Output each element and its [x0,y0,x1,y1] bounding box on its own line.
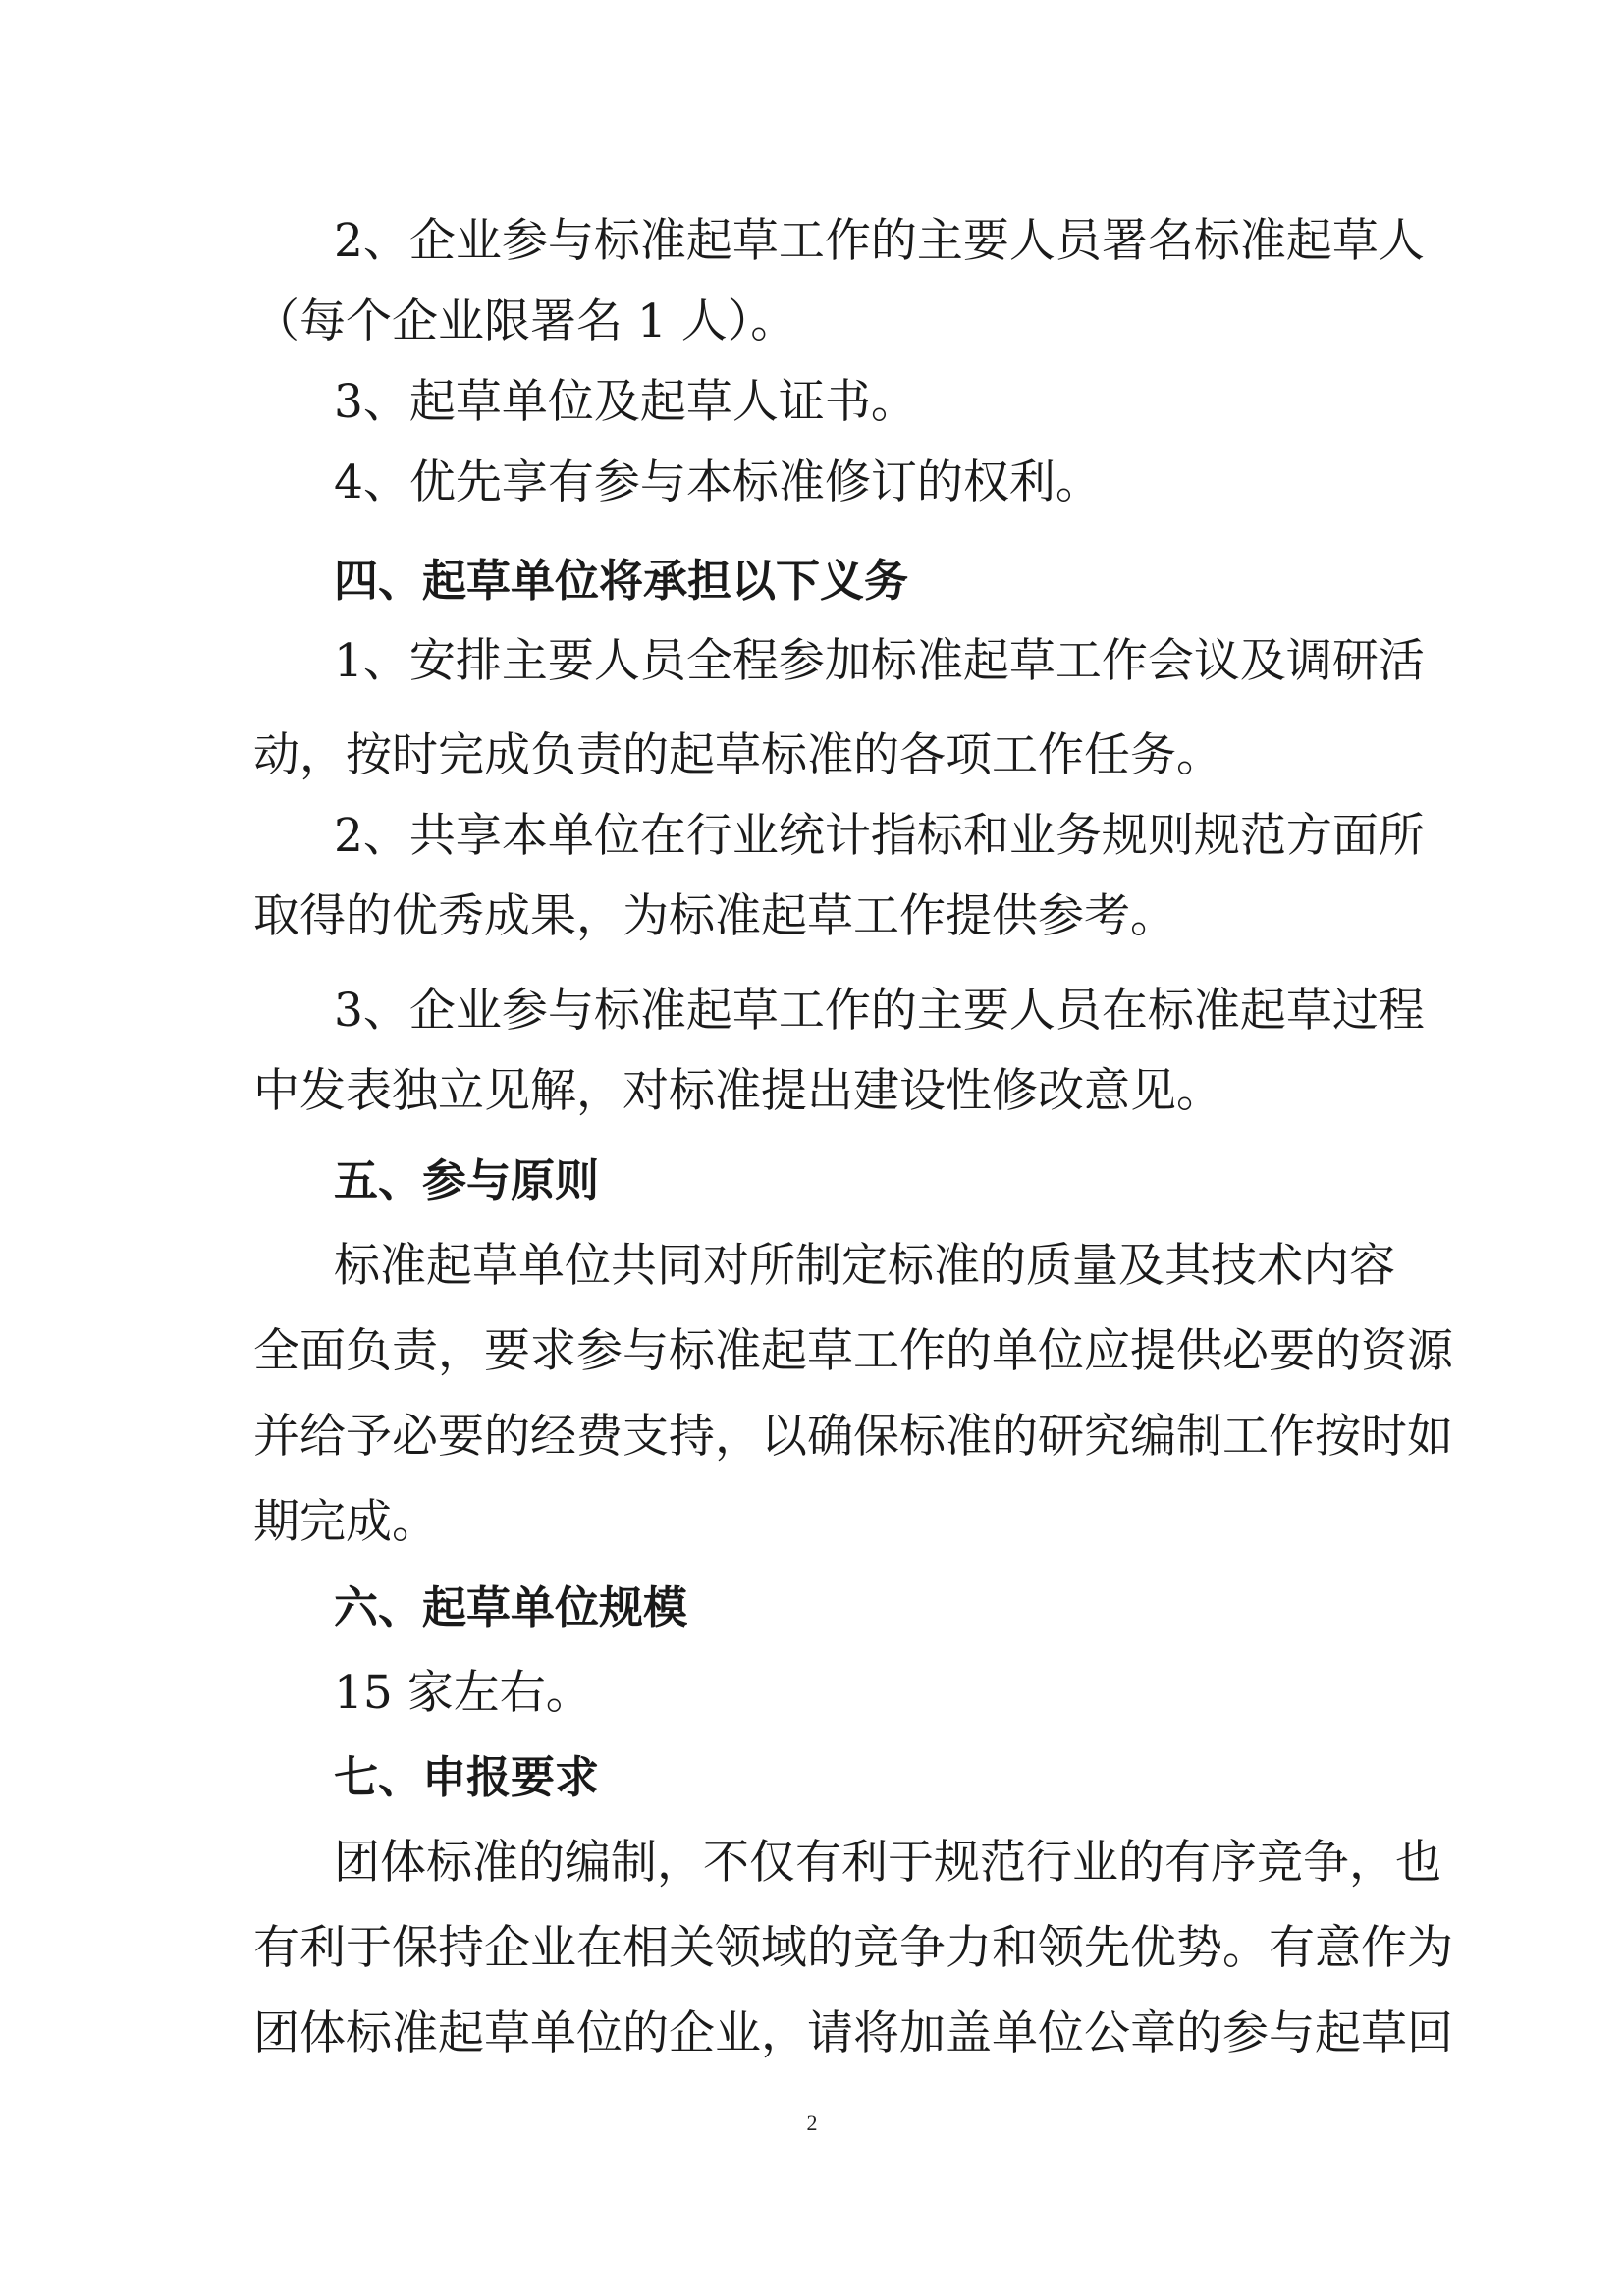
body-line: 并给予必要的经费支持，以确保标准的研究编制工作按时如 [253,1410,1453,1464]
body-line: 3、企业参与标准起草工作的主要人员在标准起草过程 [334,984,1425,1038]
body-line: 有利于保持企业在相关领域的竞争力和领先优势。有意作为 [253,1921,1453,1975]
page-number: 2 [806,2110,818,2135]
body-line: 取得的优秀成果，为标准起草工作提供参考。 [253,889,1176,943]
body-line: 1、安排主要人员全程参加标准起草工作会议及调研活 [334,634,1425,688]
body-line: （每个企业限署名 1 人）。 [253,294,797,348]
body-line: 2、共享本单位在行业统计指标和业务规则规范方面所 [334,809,1425,863]
body-line: 动，按时完成负责的起草标准的各项工作任务。 [253,728,1222,782]
body-line: 标准起草单位共同对所制定标准的质量及其技术内容 [334,1239,1395,1293]
body-line: 4、优先享有参与本标准修订的权利。 [334,455,1102,509]
body-line: 全面负责，要求参与标准起草工作的单位应提供必要的资源 [253,1324,1453,1378]
section-heading-6: 六、起草单位规模 [334,1581,688,1633]
body-line: 3、起草单位及起草人证书。 [334,375,917,429]
section-heading-4: 四、起草单位将承担以下义务 [334,555,909,607]
body-line: 2、企业参与标准起草工作的主要人员署名标准起草人 [334,214,1425,268]
section-heading-5: 五、参与原则 [334,1154,600,1206]
body-line: 团体标准起草单位的企业，请将加盖单位公章的参与起草回 [253,2006,1453,2060]
body-line: 中发表独立见解，对标准提出建设性修改意见。 [253,1064,1222,1118]
body-line: 15 家左右。 [334,1666,592,1720]
body-line: 团体标准的编制，不仅有利于规范行业的有序竞争，也 [334,1836,1441,1890]
body-line: 期完成。 [253,1495,438,1549]
section-heading-7: 七、申报要求 [334,1751,600,1803]
